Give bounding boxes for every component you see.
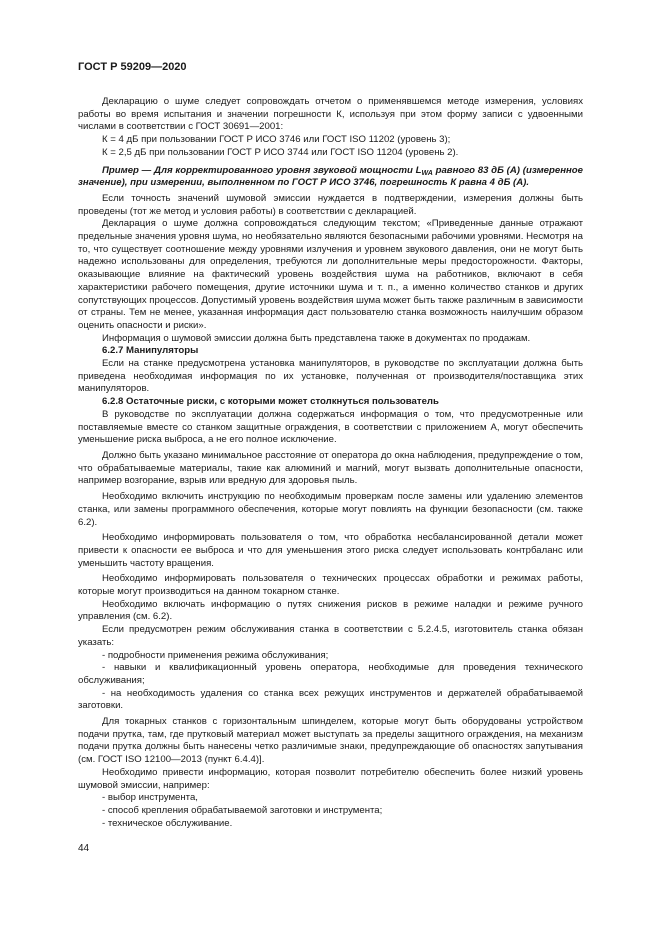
paragraph: Декларация о шуме должна сопровождаться следующим текстом; «Приведенные данные отражают предельные значения уровня шума, но необязательно являются безопасными рабочими уровнями. Несмотря на то, что существует соотношение между уровнями излучения и уровнем звукового давления, они не могут быть надежно использованы для определения, требуются ли дополнительные меры предосторожности. Факторы, оказывающие влияние на фактический уровень воздействия шума на работников, включают в себя характеристики рабочего помещения, другие источники шума и т. п., а именно количество станков и других сопутствующих процессов. Допустимый уровень воздействия шума может быть также различным в зависимости от страны. Тем не менее, указанная информация даст пользователю станка возможность наилучшим образом оценить опасности и риски». — [78, 218, 583, 331]
paragraph: Декларацию о шуме следует сопровождать отчетом о применявшемся методе измерения, условиях работы во время испытания и значении погрешности К, используя при этом форму записи с удвоенными числами в соответствии с ГОСТ 30691—2001: — [78, 96, 583, 133]
example-text: равного 83 дБ (А) (измеренное значение), при измерении, выполненном по ГОСТ Р ИСО 3746, погрешность К равна 4 дБ (А). — [78, 164, 584, 189]
list-item: - подробности применения режима обслуживания; — [102, 649, 329, 661]
paragraph: Для токарных станков с горизонтальным шпинделем, которые могут быть оборудованы устройством подачи прутка, там, где прутковый материал может выступать за пределы защитного ограждения, на механизм подачи прутка должны быть нанесены четко различимые знаки, предупреждающие об опасностях запутывания (см. ГОСТ ISO 12100—2013 (пункт 6.4.4)]. — [78, 716, 583, 766]
document-header: ГОСТ Р 59209—2020 — [78, 61, 187, 73]
list-item: - выбор инструмента, — [102, 792, 198, 804]
paragraph: Если точность значений шумовой эмиссии нуждается в подтверждении, измерения должны быть проведены (тот же метод и условия работы) в соответствии с декларацией. — [78, 192, 583, 217]
paragraph: Необходимо информировать пользователя о технических процессах обработки и режимах работы, которые могут производиться на данном токарном станке. — [78, 573, 583, 598]
document-body — [78, 96, 583, 830]
section-heading-6-2-7: 6.2.7 Манипуляторы — [102, 345, 199, 357]
example-note — [78, 165, 583, 190]
paragraph: В руководстве по эксплуатации должна содержаться информация о том, что предусмотренные или поставляемые вместе со станком защитные ограждения, в соответствии с приложением А, могут обеспечить уменьшение риска выброса, а не его полное исключение. — [78, 408, 583, 446]
paragraph: Информация о шумовой эмиссии должна быть представлена также в документах по продажам. — [102, 332, 531, 344]
example-subscript: WA — [421, 169, 433, 177]
example-text: Пример — Для корректированного уровня звуковой мощности L — [102, 164, 422, 176]
list-item: - способ крепления обрабатываемой заготовки и инструмента; — [102, 804, 383, 816]
formula-line: К = 2,5 дБ при пользовании ГОСТ Р ИСО 3744 или ГОСТ ISO 11204 (уровень 2). — [102, 146, 459, 158]
paragraph: Необходимо привести информацию, которая позволит потребителю обеспечить более низкий уровень шумовой эмиссии, например: — [78, 766, 583, 791]
paragraph: Должно быть указано минимальное расстояние от оператора до окна наблюдения, предупреждение о том, что обрабатываемые материалы, такие как алюминий и магний, могут вызвать дополнительные опасности, например возгорание, взрыв или вредную для здоровья пыль. — [78, 449, 583, 487]
paragraph: Необходимо включить инструкцию по необходимым проверкам после замены или удалению элементов станка, или замены программного обеспечения, которые могут повлиять на функции безопасности (см. также 6.2). — [78, 491, 583, 528]
paragraph: Если на станке предусмотрена установка манипуляторов, в руководстве по эксплуатации должна быть приведена необходимая информация по их установке, полученная от производителя/поставщика этих манипуляторов. — [78, 358, 583, 395]
list-item: - на необходимость удаления со станка всех режущих инструментов и держателей обрабатываемой заготовки. — [78, 687, 583, 712]
paragraph: Необходимо включать информацию о путях снижения рисков в режиме наладки и режиме ручного управления (см. 6.2). — [78, 598, 583, 623]
list-item: - техническое обслуживание. — [102, 817, 233, 829]
section-heading-6-2-8: 6.2.8 Остаточные риски, с которыми может столкнуться пользователь — [102, 396, 439, 408]
formula-line: К = 4 дБ при пользовании ГОСТ Р ИСО 3746 или ГОСТ ISO 11202 (уровень 3); — [102, 134, 451, 146]
page-number: 44 — [78, 843, 90, 854]
paragraph: Необходимо информировать пользователя о том, что обработка несбалансированной детали может привести к опасности ее выброса и что для уменьшения этого риска следует использовать контрбаланс или уменьшить частоту вращения. — [78, 532, 583, 569]
paragraph: Если предусмотрен режим обслуживания станка в соответствии с 5.2.4.5, изготовитель станка обязан указать: — [78, 624, 583, 648]
list-item: - навыки и квалификационный уровень оператора, необходимые для проведения технического обслуживания; — [78, 662, 583, 686]
